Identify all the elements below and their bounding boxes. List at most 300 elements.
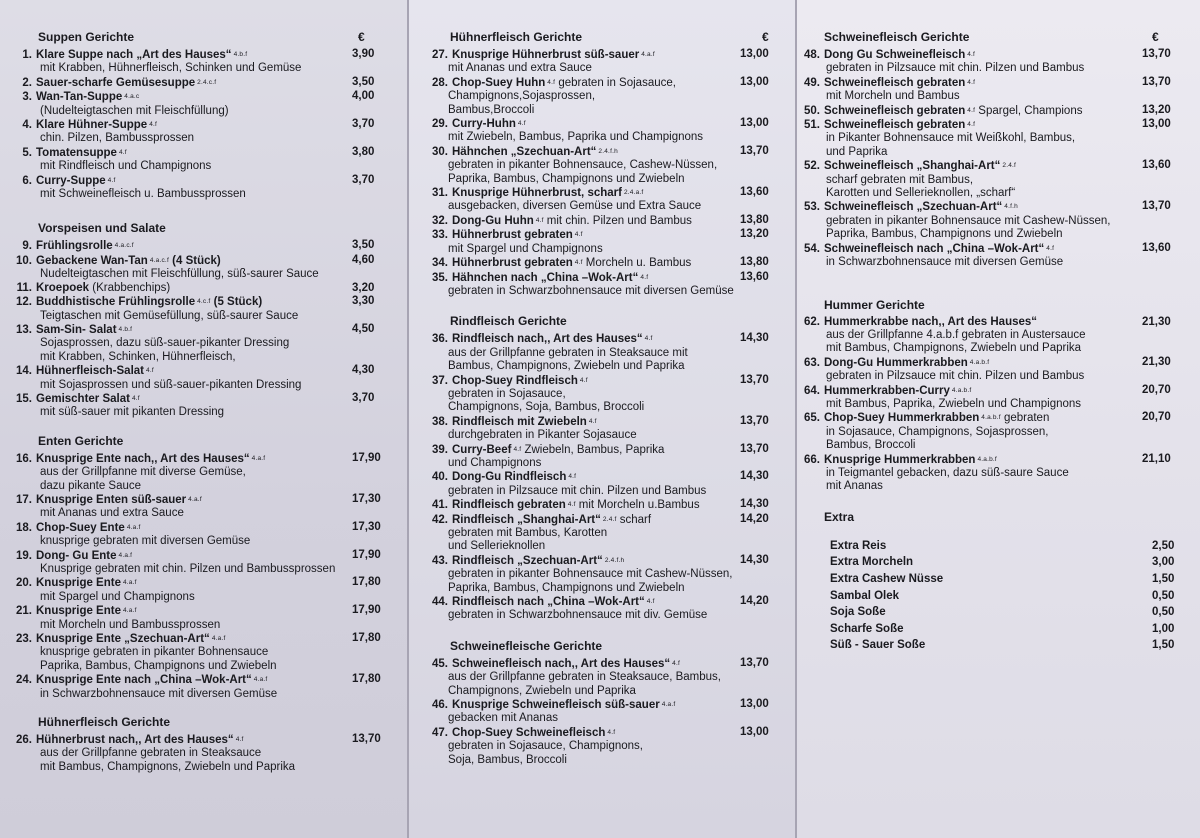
extra-item-name: Extra Morcheln: [830, 556, 914, 569]
menu-item-line: [796, 200, 1200, 214]
menu-item: [408, 228, 796, 256]
item-description: gebraten in pikanter Bohnensauce mit Cashew-Nüssen,: [448, 568, 733, 581]
item-description: in Schwarzbohnensauce mit diversen Gemüse: [40, 687, 278, 700]
item-price: 13,70: [740, 373, 769, 386]
item-note: Morcheln u. Bambus: [585, 257, 692, 270]
item-note: mit Morcheln u.Bambus: [578, 499, 700, 512]
item-number: 4.: [22, 119, 32, 132]
menu-item-line: [408, 186, 796, 200]
item-price: 14,30: [740, 332, 769, 345]
menu-item-line: [408, 374, 796, 388]
item-name: Knusprige Hühnerbrust süß-sauer: [452, 49, 640, 61]
item-price: 3,50: [352, 75, 375, 88]
menu-item: [408, 374, 796, 415]
item-price: 13,60: [740, 186, 769, 199]
item-description: in Pikanter Bohnensauce mit Weißkohl, Bambus,: [826, 132, 1076, 145]
item-price: 13,00: [740, 698, 769, 711]
extra-item-name: Sambal Olek: [830, 589, 900, 602]
menu-item-line: [408, 726, 796, 740]
item-additives: 4.c.f: [197, 298, 211, 306]
menu-item-line: [408, 698, 796, 712]
item-price: 20,70: [1142, 383, 1171, 396]
item-name: Schweinefleisch nach „China –Wok-Art“: [824, 242, 1045, 255]
item-number: 35.: [432, 271, 448, 284]
item-description: Paprika, Bambus, Champignons und Zwiebeln: [826, 228, 1063, 241]
item-name: Hühnerbrust gebraten: [452, 257, 573, 270]
menu-item-line: [408, 145, 796, 159]
menu-item: [408, 415, 796, 443]
item-additives: 2.4.c.f: [197, 78, 217, 86]
item-price: 17,90: [352, 548, 381, 561]
page-fold: [795, 0, 797, 838]
menu-item: [0, 632, 408, 673]
item-number: 1.: [22, 49, 32, 61]
item-description: gebraten in Pilzsauce mit chin. Pilzen und Bambus: [826, 62, 1085, 75]
menu-item-line: [408, 271, 796, 285]
item-description: in Schwarzbohnensauce mit diversen Gemüse: [826, 256, 1064, 269]
menu-item: [796, 453, 1200, 494]
item-additives: 4.a.f: [661, 701, 676, 709]
extra-item-price: 2,50: [1152, 539, 1175, 552]
item-price: 13,70: [1142, 48, 1171, 60]
item-number: 18.: [16, 521, 32, 534]
item-name: Dong-Gu Rindfleisch: [452, 471, 567, 484]
menu-item-line: [0, 239, 408, 253]
item-additives: 4.f: [579, 376, 588, 384]
item-name: Hähnchen „Szechuan-Art“: [452, 145, 597, 158]
item-price: 21,30: [1142, 315, 1171, 328]
currency-symbol: €: [358, 30, 365, 44]
menu-panel-right: [796, 0, 1200, 838]
item-name: Gemischter Salat: [36, 392, 130, 405]
item-name: Chop-Suey Huhn: [452, 76, 546, 89]
item-price: 17,30: [352, 492, 381, 505]
menu-item: [0, 239, 408, 253]
item-additives: 2.4.f.h: [598, 147, 618, 155]
menu-item: [0, 146, 408, 174]
item-price: 13,70: [740, 144, 769, 157]
menu-item: [408, 726, 796, 767]
item-number: 63.: [804, 356, 820, 369]
item-additives: 4.b.f: [233, 51, 248, 58]
item-number: 13.: [16, 323, 32, 336]
item-additives: 4.a.c.f: [114, 242, 134, 250]
menu-item-line: [796, 411, 1200, 425]
menu-item: [796, 118, 1200, 159]
item-price: 13,70: [1142, 75, 1171, 88]
menu-item-line: [408, 332, 796, 346]
item-name: Knusprige Ente: [36, 577, 121, 590]
item-additives: 4.a.f: [126, 523, 141, 531]
section-title: [408, 639, 796, 653]
menu-item: [408, 214, 796, 228]
item-name: Rindfleisch „Szechuan-Art“: [452, 554, 603, 567]
menu-item: [408, 145, 796, 186]
menu-panel-left: [0, 0, 408, 838]
item-name: Curry-Beef: [452, 443, 512, 456]
menu-item-line: [408, 228, 796, 242]
menu-item-line: [408, 554, 796, 568]
item-name: Hühnerfleisch-Salat: [36, 365, 144, 378]
item-additives: 4.a.f: [188, 495, 202, 503]
item-description: chin. Pilzen, Bambussprossen: [40, 132, 195, 145]
item-name: Knusprige Hühnerbrust, scharf: [452, 187, 622, 200]
item-price: 13,70: [352, 733, 381, 746]
item-number: 30.: [432, 145, 448, 158]
item-price: 3,30: [352, 295, 375, 308]
item-description: ausgebacken, diversen Gemüse und Extra Sauce: [448, 200, 702, 213]
section-title-text: Hühnerfleisch Gerichte: [450, 30, 583, 44]
extra-item-name: Soja Soße: [830, 606, 886, 619]
extra-item-name: Extra Reis: [830, 539, 887, 552]
item-additives: 4.f: [672, 659, 680, 667]
item-description: mit Ananas: [826, 480, 883, 493]
section-title: [0, 30, 408, 44]
menu-section-huhn2: [408, 30, 796, 298]
item-price: 13,00: [740, 48, 769, 60]
extra-item: [796, 621, 1200, 638]
menu-panel-middle: [408, 0, 796, 838]
item-name: Rindfleisch nach „China –Wok-Art“: [452, 596, 645, 609]
section-title-text: Hühnerfleisch Gerichte: [38, 715, 171, 730]
menu-item: [796, 411, 1200, 452]
item-additives: 4.a.c.f: [149, 256, 169, 264]
menu-item-line: [0, 576, 408, 590]
item-number: 45.: [432, 657, 448, 670]
item-description: Champignons, Zwiebeln und Paprika: [448, 684, 636, 697]
item-price: 14,20: [740, 512, 769, 525]
menu-item: [796, 76, 1200, 104]
item-additives: 4.a.f: [211, 635, 226, 643]
item-additives: 4.f: [574, 231, 583, 239]
extra-item-price: 0,50: [1152, 589, 1175, 602]
menu-item: [0, 295, 408, 323]
item-description: mit Zwiebeln, Bambus, Paprika und Champignons: [448, 131, 704, 144]
item-number: 44.: [432, 596, 448, 609]
item-name: Knusprige Ente „Szechuan-Art“: [36, 633, 210, 646]
item-description: mit Morcheln und Bambus: [826, 90, 960, 103]
item-number: 47.: [432, 726, 448, 739]
item-price: 14,30: [740, 498, 769, 511]
menu-section-ente: [0, 420, 408, 701]
item-price: 20,70: [1142, 411, 1171, 424]
item-price: 13,20: [1142, 103, 1171, 116]
extra-item-name: Scharfe Soße: [830, 622, 904, 635]
item-description: und Sellerieknollen: [448, 540, 546, 553]
item-additives: 4.f: [568, 473, 577, 481]
menu-item: [408, 657, 796, 698]
item-additives: 2.4.f: [602, 515, 617, 523]
item-description: und Paprika: [826, 145, 888, 158]
item-name: Schweinefleisch gebraten: [824, 76, 966, 89]
item-description: Soja, Bambus, Broccoli: [448, 753, 567, 766]
menu-item-line: [796, 48, 1200, 62]
page-fold: [407, 0, 409, 838]
menu-item-line: [0, 733, 408, 747]
item-number: 64.: [804, 384, 820, 397]
item-name: Schweinefleisch „Shanghai-Art“: [824, 160, 1001, 173]
item-description: gebraten in Sojasauce, Champignons,: [448, 740, 643, 753]
menu-item-line: [0, 282, 408, 295]
item-price: 13,70: [740, 414, 769, 427]
item-number: 46.: [432, 699, 448, 712]
menu-item: [408, 513, 796, 554]
extra-item-price: 0,50: [1152, 606, 1175, 619]
menu-item-line: [0, 493, 408, 507]
menu-item: [0, 254, 408, 282]
menu-item-line: [0, 452, 408, 466]
menu-section-hummer: [796, 270, 1200, 494]
item-description: in Teigmantel gebacken, dazu süß-saure Sauce: [826, 466, 1069, 479]
item-additives: 4.f: [146, 367, 154, 375]
menu-item: [0, 392, 408, 420]
item-description: Knusprige gebraten mit chin. Pilzen und Bambussprossen: [40, 563, 336, 575]
item-description: Bambus, Champignons, Zwiebeln und Paprika: [448, 360, 685, 373]
item-additives: 4.a.f: [253, 676, 268, 684]
item-description: mit Krabben, Schinken, Hühnerfleisch,: [40, 350, 236, 363]
item-additives: 4.f: [574, 259, 583, 267]
menu-item-line: [408, 443, 796, 457]
menu-item-line: [0, 295, 408, 309]
item-description: und Champignons: [448, 456, 542, 469]
item-name: Knusprige Ente: [36, 605, 121, 618]
item-name: Dong Gu Schweinefleisch: [824, 49, 966, 61]
item-additives: 4.f.h: [1004, 203, 1018, 211]
item-number: 42.: [432, 513, 448, 526]
item-number: 50.: [804, 104, 820, 117]
item-number: 40.: [432, 471, 448, 484]
item-number: 38.: [432, 415, 448, 428]
item-description: mit Ananas und extra Sauce: [448, 62, 592, 75]
item-name: Rindfleisch „Shanghai-Art“: [452, 513, 601, 526]
menu-item: [408, 698, 796, 726]
item-name: Hummerkrabben-Curry: [824, 384, 950, 397]
menu-section-suppen: [0, 30, 408, 201]
item-number: 51.: [804, 119, 820, 132]
item-price: 13,80: [740, 213, 769, 226]
menu-item: [408, 256, 796, 270]
menu-item: [0, 604, 408, 632]
item-additives: 4.f: [235, 736, 244, 744]
item-number: 9.: [22, 240, 32, 253]
item-name: Chop-Suey Rindfleisch: [452, 374, 578, 387]
item-number: 3.: [22, 91, 32, 104]
menu-item-line: [0, 364, 408, 378]
menu-item: [0, 364, 408, 392]
menu-item-line: [0, 673, 408, 687]
item-description: Paprika, Bambus, Champignons und Zwiebeln: [448, 581, 685, 594]
item-additives: 4.f: [967, 121, 976, 129]
menu-item-line: [0, 174, 408, 188]
item-name: Klare Hühner-Suppe: [36, 119, 148, 132]
item-price: 3,70: [352, 118, 375, 131]
item-description: Champignons, Soja, Bambus, Broccoli: [448, 401, 645, 414]
item-price: 4,50: [352, 322, 375, 335]
item-name: Chop-Suey Schweinefleisch: [452, 726, 606, 739]
item-note: mit chin. Pilzen und Bambus: [546, 214, 692, 227]
item-description: gebraten in Schwarzbohnensauce mit div. Gemüse: [448, 609, 708, 622]
item-price: 13,60: [1142, 159, 1171, 172]
item-description: mit Sojasprossen und süß-sauer-pikanten Dressing: [40, 378, 302, 391]
item-description: mit Bambus, Paprika, Zwiebeln und Champignons: [826, 397, 1082, 410]
item-description: mit Bambus, Champignons, Zwiebeln und Paprika: [40, 760, 296, 773]
menu-item: [0, 76, 408, 90]
item-name: Hähnchen nach „China –Wok-Art“: [452, 271, 639, 284]
item-price: 14,20: [740, 595, 769, 608]
item-price: 13,70: [740, 656, 769, 669]
item-name: Buddhistische Frühlingsrolle: [36, 296, 196, 309]
menu-section-schwein1: [408, 623, 796, 767]
item-description: mit Schweinefleisch u. Bambussprossen: [40, 188, 246, 201]
item-description: aus der Grillpfanne 4.a.b.f gebraten in Austersauce: [826, 328, 1086, 341]
extra-item-price: 1,00: [1152, 622, 1175, 635]
menu-item: [408, 470, 796, 498]
menu-item-line: [796, 118, 1200, 132]
item-price: 3,80: [352, 145, 375, 158]
item-number: 12.: [16, 296, 32, 309]
item-name: Knusprige Ente nach,, Art des Hauses“: [36, 452, 250, 465]
item-description: scharf gebraten mit Bambus,: [826, 173, 974, 186]
item-number: 11.: [16, 281, 32, 294]
section-title: [408, 30, 796, 44]
item-name: Knusprige Hummerkrabben: [824, 453, 976, 466]
menu-item: [796, 242, 1200, 270]
item-name: Rindfleisch mit Zwiebeln: [452, 415, 587, 428]
menu-item-line: [0, 549, 408, 563]
item-description: Nudelteigtaschen mit Fleischfüllung, süß-saurer Sauce: [40, 268, 319, 281]
item-name: Schweinefleisch „Szechuan-Art“: [824, 201, 1003, 214]
currency-symbol: €: [1152, 30, 1159, 44]
menu-item-line: [408, 415, 796, 429]
item-additives: 4.f: [646, 598, 655, 606]
item-number: 2.: [22, 76, 32, 89]
item-additives: 4.f: [517, 120, 526, 128]
item-additives: 4.b.f: [118, 325, 133, 333]
item-description: knusprige gebraten mit diversen Gemüse: [40, 535, 251, 548]
item-portion: (4 Stück): [172, 254, 221, 267]
item-additives: 4.f: [107, 176, 116, 184]
item-name: Hühnerbrust gebraten: [452, 229, 573, 242]
menu-item: [796, 48, 1200, 76]
menu-item-line: [408, 48, 796, 62]
menu-item: [796, 104, 1200, 118]
item-description: gebraten in Pilzsauce mit chin. Pilzen und Bambus: [448, 484, 707, 497]
item-name: Frühlingsrolle: [36, 240, 113, 253]
item-description: gebacken mit Ananas: [448, 712, 558, 725]
menu-item-line: [408, 256, 796, 270]
item-description: Karotten und Sellerieknollen, „scharf“: [826, 187, 1016, 200]
menu-item-line: [0, 90, 408, 104]
item-description: Bambus, Broccoli: [826, 439, 916, 452]
item-price: 3,20: [352, 281, 375, 294]
menu-item: [0, 323, 408, 364]
item-description: Paprika, Bambus, Champignons und Zwiebeln: [448, 172, 685, 185]
item-additives: 4.a.f: [118, 551, 133, 559]
item-additives: 4.f: [644, 335, 653, 343]
item-portion: (5 Stück): [213, 296, 263, 309]
item-price: 14,30: [740, 553, 769, 566]
menu-item-line: [408, 117, 796, 131]
item-description: in Sojasauce, Champignons, Sojasprossen,: [826, 425, 1049, 438]
item-number: 19.: [16, 549, 32, 562]
section-title-text: Extra: [824, 509, 855, 524]
item-additives: 4.f: [967, 51, 976, 58]
menu-item-line: [0, 521, 408, 535]
item-price: 4,30: [352, 364, 375, 377]
menu-item-line: [796, 104, 1200, 118]
section-title-text: Rindfleisch Gerichte: [450, 314, 567, 329]
item-name: Chop-Suey Hummerkrabben: [824, 412, 980, 425]
item-price: 13,20: [740, 228, 769, 241]
item-price: 13,80: [740, 256, 769, 269]
item-price: 17,90: [352, 451, 381, 464]
item-description: mit Ananas und extra Sauce: [40, 507, 184, 520]
item-price: 17,80: [352, 632, 381, 645]
menu-item-line: [796, 159, 1200, 173]
menu-item: [408, 498, 796, 512]
item-additives: 4.f: [607, 728, 616, 736]
section-title-text: Vorspeisen und Salate: [38, 221, 166, 236]
section-title: [0, 434, 408, 448]
menu-item: [796, 384, 1200, 412]
item-number: 66.: [804, 453, 820, 466]
item-description: gebraten in Schwarzbohnensauce mit diversen Gemüse: [448, 284, 734, 297]
item-additives: 2.4.f: [1002, 162, 1017, 170]
item-number: 26.: [16, 734, 32, 747]
item-number: 16.: [16, 452, 32, 465]
item-additives: 4.f: [513, 445, 522, 453]
item-number: 31.: [432, 187, 448, 200]
item-price: 17,30: [352, 520, 381, 533]
menu-item: [796, 356, 1200, 384]
section-title: [796, 30, 1200, 44]
item-additives: 4.a.f: [251, 454, 266, 462]
menu-item-line: [796, 316, 1200, 329]
currency-symbol: €: [762, 30, 769, 44]
extra-item: [796, 588, 1200, 605]
item-price: 13,00: [740, 725, 769, 738]
menu-item-line: [408, 470, 796, 484]
item-price: 13,00: [740, 117, 769, 130]
item-additives: 4.f: [567, 501, 576, 509]
item-number: 10.: [16, 254, 32, 267]
menu-item: [0, 673, 408, 701]
menu-item-line: [0, 392, 408, 406]
menu-section-vorspeisen: [0, 201, 408, 419]
item-price: 21,10: [1142, 452, 1171, 465]
item-name: Dong-Gu Hummerkrabben: [824, 356, 968, 369]
menu-item-line: [0, 323, 408, 337]
item-note: Zwiebeln, Bambus, Paprika: [524, 443, 665, 456]
item-number: 17.: [16, 493, 32, 506]
item-additives: 4.f: [1046, 244, 1055, 252]
menu-item-line: [408, 513, 796, 527]
item-name: Tomatensuppe: [36, 146, 117, 159]
item-note: Spargel, Champions: [978, 104, 1083, 117]
item-number: 5.: [22, 146, 32, 159]
extra-item: [796, 637, 1200, 654]
extra-item-name: Süß - Sauer Soße: [830, 639, 926, 652]
item-number: 39.: [432, 443, 448, 456]
item-additives: 4.f: [967, 106, 976, 114]
item-description: gebraten in pikanter Bohnensauce mit Cashew-Nüssen,: [826, 214, 1111, 227]
item-price: 17,90: [352, 604, 381, 617]
item-additives: 4.a.f: [122, 607, 137, 615]
section-title-text: Schweinefleisch Gerichte: [824, 30, 970, 44]
section-title-text: Enten Gerichte: [38, 433, 124, 448]
item-number: 21.: [16, 605, 32, 618]
section-title: [796, 298, 1200, 312]
